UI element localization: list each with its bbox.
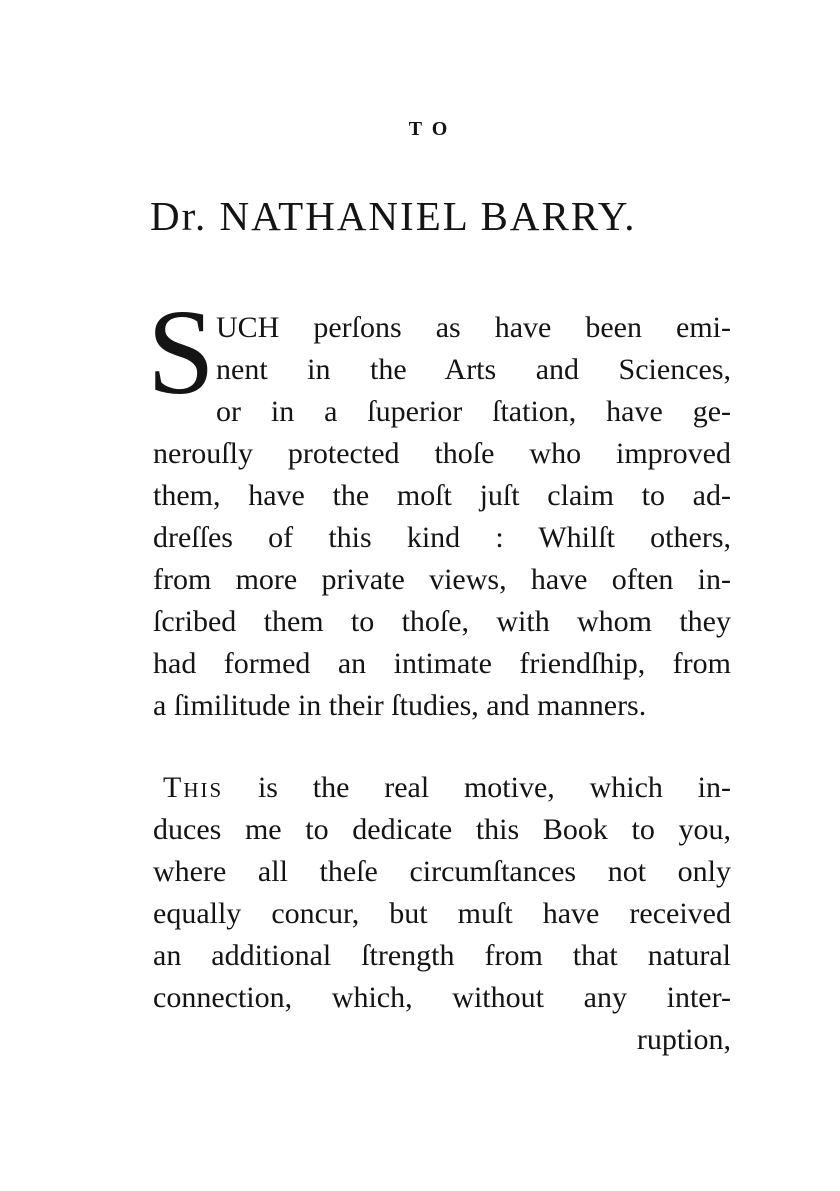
text-line: nent in the Arts and Sciences, <box>216 353 731 386</box>
text-line: or in a ſuperior ſtation, have ge- <box>216 395 731 428</box>
dedicatee-name: Dr. NATHANIEL BARRY. <box>150 193 637 239</box>
text-line-first <box>163 767 731 809</box>
dedication-paragraph-1 <box>147 285 731 727</box>
text-line: ſcribed them to thoſe, with whom they <box>153 605 731 638</box>
text-line: them, have the moſt juſt claim to ad- <box>153 479 731 512</box>
paragraph-lead-word: This <box>163 771 224 804</box>
text-line: equally concur, but muſt have received <box>153 897 731 930</box>
text-line: UCH perſons as have been emi- <box>216 311 731 344</box>
text-line: had formed an intimate friendſhip, from <box>153 647 731 680</box>
text-line: an additional ſtrength from that natural <box>153 939 731 972</box>
text-line-rest: is the real motive, which in- <box>223 771 731 804</box>
text-line: connection, which, without any inter- <box>153 981 731 1014</box>
drop-cap-letter: S <box>147 285 215 420</box>
dedication-paragraph-2 <box>153 767 731 1061</box>
text-line: a ſimilitude in their ſtudies, and manners. <box>153 689 647 722</box>
dedication-to-label: TO <box>408 118 458 140</box>
text-line: nerouſly protected thoſe who improved <box>153 437 731 470</box>
text-line: where all theſe circumſtances not only <box>153 855 731 888</box>
catchword: ruption, <box>636 1023 731 1056</box>
text-line: dreſſes of this kind : Whilſt others, <box>153 521 731 554</box>
text-line: duces me to dedicate this Book to you, <box>153 813 731 846</box>
text-line: from more private views, have often in- <box>153 563 731 596</box>
